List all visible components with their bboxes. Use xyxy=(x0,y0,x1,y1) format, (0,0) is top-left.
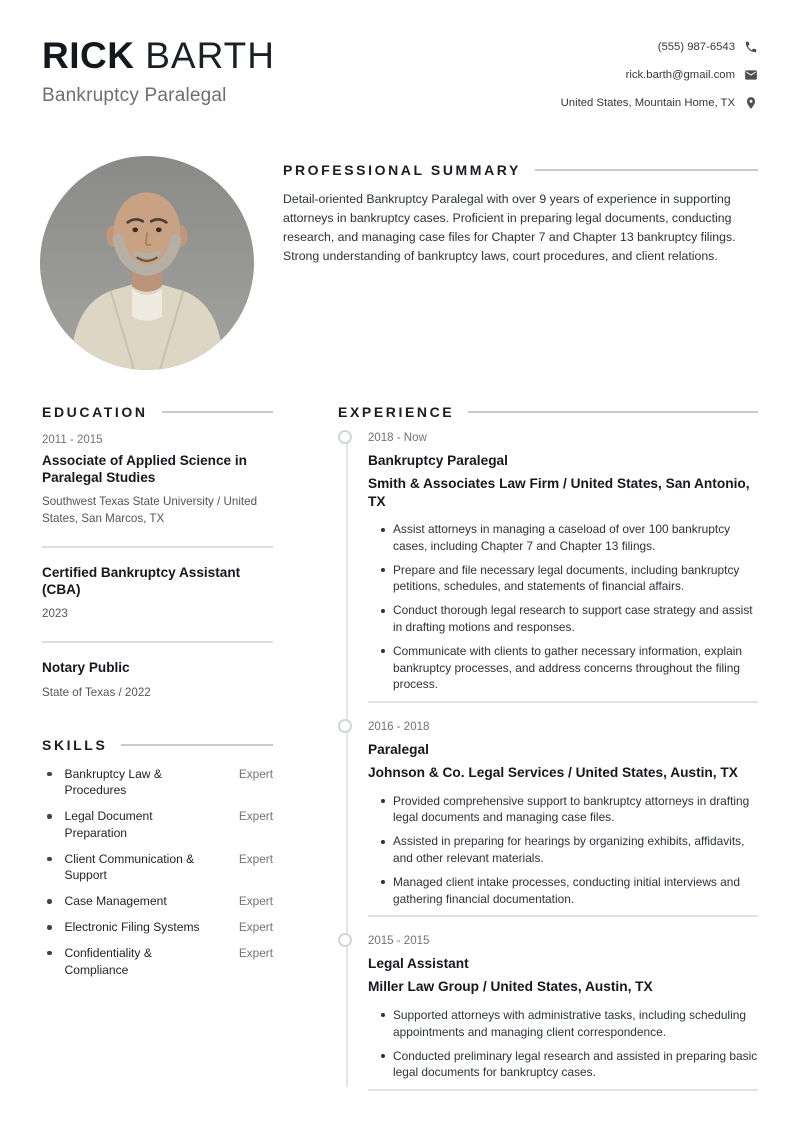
experience-bullet-list xyxy=(368,793,758,908)
experience-bullet: Communicate with clients to gather necessary information, explain bankruptcy processes, and address concerns throughout the filing process. xyxy=(381,643,758,693)
bullet-dot-icon xyxy=(47,925,52,930)
experience-section xyxy=(338,404,758,1091)
last-name: BARTH xyxy=(145,35,275,76)
education-subtitle: 2023 xyxy=(42,607,68,620)
experience-bullet: Assist attorneys in managing a caseload of over 100 bankruptcy cases, including Chapter 7 and Chapter 13 filings. xyxy=(381,521,758,555)
job-title: Bankruptcy Paralegal xyxy=(42,85,227,106)
experience-entry xyxy=(338,430,758,693)
skill-name: Bankruptcy Law & Procedures xyxy=(64,766,162,798)
bullet-dot-icon xyxy=(47,899,52,904)
education-title: Associate of Applied Science in Paralegal Studies xyxy=(42,453,247,485)
skill-name: Confidentiality & Compliance xyxy=(64,945,152,977)
portrait-illustration xyxy=(40,156,254,370)
person-name xyxy=(42,36,275,76)
contact-email-text: rick.barth@gmail.com xyxy=(625,69,735,81)
education-title: Certified Bankruptcy Assistant (CBA) xyxy=(42,565,241,597)
experience-bullet: Supported attorneys with administrative tasks, including scheduling appointments and managing client correspondence. xyxy=(381,1007,758,1041)
experience-role: Bankruptcy Paralegal xyxy=(368,453,508,468)
experience-entry xyxy=(338,933,758,1081)
education-item xyxy=(42,660,273,701)
education-section xyxy=(42,404,273,701)
location-icon xyxy=(744,96,758,110)
right-column xyxy=(338,404,758,1107)
education-item xyxy=(42,565,273,622)
mail-icon xyxy=(744,68,758,82)
skills-heading-row xyxy=(42,737,273,753)
experience-bullet: Prepare and file necessary legal documents, including bankruptcy petitions, schedules, and statements of financial affairs. xyxy=(381,562,758,596)
bullet-dot-icon xyxy=(47,772,52,777)
skill-level: Expert xyxy=(238,809,273,824)
section-rule xyxy=(468,411,758,413)
contact-email xyxy=(626,68,758,82)
experience-entry xyxy=(338,719,758,907)
experience-heading-row xyxy=(338,404,758,420)
name-block xyxy=(42,36,275,107)
education-dates: 2011 - 2015 xyxy=(42,434,103,446)
experience-bullet-list xyxy=(368,521,758,693)
skill-name: Electronic Filing Systems xyxy=(64,920,200,935)
skill-item xyxy=(42,808,273,842)
contact-phone-text: (555) 987-6543 xyxy=(657,41,735,53)
experience-dates: 2015 - 2015 xyxy=(368,935,430,948)
experience-role: Legal Assistant xyxy=(368,956,469,972)
contact-location-text: United States, Mountain Home, TX xyxy=(560,97,735,109)
experience-bullet: Conduct thorough legal research to support case strategy and assist in drafting motions and responses. xyxy=(381,602,758,636)
divider xyxy=(42,641,273,643)
experience-company: Miller Law Group / United States, Austin, TX xyxy=(368,979,653,995)
experience-timeline xyxy=(338,430,758,1091)
skill-item xyxy=(42,766,273,800)
skill-item xyxy=(42,919,273,936)
skills-section xyxy=(42,737,273,979)
skill-level: Expert xyxy=(238,851,273,866)
bullet-dot-icon xyxy=(47,857,52,862)
experience-dates: 2018 - Now xyxy=(368,432,427,444)
section-rule xyxy=(121,744,273,746)
skill-level: Expert xyxy=(238,945,273,960)
divider xyxy=(368,915,758,917)
experience-bullet: Provided comprehensive support to bankruptcy attorneys in drafting legal documents and managing case files. xyxy=(381,793,758,827)
section-rule xyxy=(162,411,273,413)
skill-name: Client Communication & Support xyxy=(64,851,195,883)
skill-item xyxy=(42,893,273,910)
first-name: RICK xyxy=(42,35,135,76)
skills-heading: SKILLS xyxy=(42,736,108,753)
experience-bullet: Conducted preliminary legal research and assisted in preparing basic legal documents for bankruptcy cases. xyxy=(381,1048,758,1082)
education-subtitle: State of Texas / 2022 xyxy=(42,685,151,699)
education-item xyxy=(42,434,273,527)
divider xyxy=(42,546,273,548)
section-rule xyxy=(535,169,758,171)
skill-level: Expert xyxy=(238,920,273,935)
timeline-circle-icon xyxy=(338,719,352,733)
timeline-circle-icon xyxy=(338,933,352,947)
summary-heading: PROFESSIONAL SUMMARY xyxy=(283,162,521,178)
bullet-dot-icon xyxy=(47,951,52,956)
contact-phone xyxy=(658,40,758,54)
experience-bullet-list xyxy=(368,1007,758,1081)
divider xyxy=(368,1089,758,1091)
profile-photo xyxy=(40,156,254,370)
skill-level: Expert xyxy=(238,894,273,909)
experience-role: Paralegal xyxy=(368,742,429,758)
experience-company: Smith & Associates Law Firm / United States, San Antonio, TX xyxy=(368,476,750,509)
education-heading: EDUCATION xyxy=(42,404,148,420)
contact-location xyxy=(561,96,758,110)
skill-item xyxy=(42,945,273,979)
education-title: Notary Public xyxy=(42,660,130,675)
education-heading-row xyxy=(42,404,273,420)
experience-bullet: Managed client intake processes, conducting initial interviews and gathering financial documentation. xyxy=(381,874,758,908)
skill-name: Legal Document Preparation xyxy=(64,809,153,840)
education-subtitle: Southwest Texas State University / United States, San Marcos, TX xyxy=(42,495,258,525)
summary-text: Detail-oriented Bankruptcy Paralegal with over 9 years of experience in supporting attorneys in bankruptcy cases. Proficient in preparing legal documents, conducting research, and managing case files for Chapter 7 and Chapter 13 bankruptcy filings. Strong understanding of bankruptcy laws, court procedures, and client relations. xyxy=(283,192,736,263)
summary-heading-row xyxy=(283,162,758,178)
experience-dates: 2016 - 2018 xyxy=(368,721,430,734)
timeline-circle-icon xyxy=(338,430,352,444)
bullet-dot-icon xyxy=(47,814,52,819)
skill-name: Case Management xyxy=(64,894,167,909)
experience-heading: EXPERIENCE xyxy=(338,404,455,420)
phone-icon xyxy=(744,40,758,54)
experience-company: Johnson & Co. Legal Services / United States, Austin, TX xyxy=(368,765,738,781)
left-column xyxy=(42,404,273,987)
skill-item xyxy=(42,851,273,885)
divider xyxy=(368,701,758,703)
experience-bullet: Assisted in preparing for hearings by organizing exhibits, affidavits, and other relevant materials. xyxy=(381,833,758,867)
professional-summary-section xyxy=(283,162,758,266)
skill-level: Expert xyxy=(238,766,273,781)
contact-block xyxy=(561,40,758,110)
